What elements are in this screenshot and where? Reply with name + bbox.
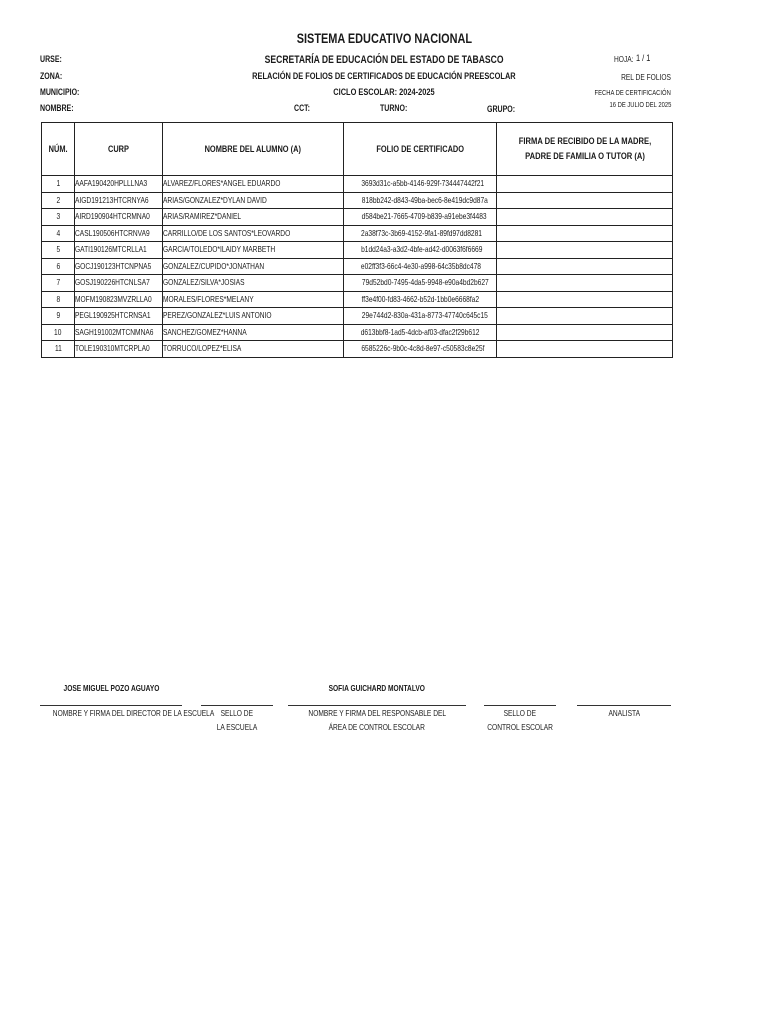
cell-folio: 818bb242-d843-49ba-bec6-8e419dc9d87a [344,192,497,209]
cell-num: 6 [42,258,75,275]
sello-control-caption: SELLO DE CONTROL ESCOLAR [487,708,553,732]
cell-nombre: CARRILLO/DE LOS SANTOS*LEOVARDO [163,225,344,242]
header-num: NÚM. [42,123,75,176]
table-row [42,209,673,226]
cell-firma [497,192,673,209]
cell-firma [497,225,673,242]
header-firma: FIRMA DE RECIBIDO DE LA MADRE, PADRE DE FAMILIA O TUTOR (A) [497,123,673,176]
cell-folio: 3693d31c-a5bb-4146-929f-734447442f21 [344,176,497,193]
zona-label: ZONA: [40,71,63,81]
cell-firma [497,341,673,358]
cell-nombre: GONZALEZ/SILVA*JOSIAS [163,275,344,292]
cell-curp: AAFA190420HPLLLNA3 [75,176,163,193]
cell-num: 2 [42,192,75,209]
cell-num: 3 [42,209,75,226]
urse-label: URSE: [40,54,62,64]
cell-num: 5 [42,242,75,259]
cell-curp: AIGD191213HTCRNYA6 [75,192,163,209]
municipio-label: MUNICIPIO: [40,87,80,97]
cell-nombre: PEREZ/GONZALEZ*LUIS ANTONIO [163,308,344,325]
cell-folio: 6585226c-9b0c-4c8d-8e97-c50583c8e25f [344,341,497,358]
cell-folio: 79d52bd0-7495-4da5-9948-e90a4bd2b627 [344,275,497,292]
cell-firma [497,275,673,292]
table-row [42,291,673,308]
table-row [42,275,673,292]
cell-nombre: SANCHEZ/GOMEZ*HANNA [163,324,344,341]
table-row [42,192,673,209]
director-caption: NOMBRE Y FIRMA DEL DIRECTOR DE LA ESCUELA [52,708,215,718]
folios-table [41,122,673,358]
responsable-caption: NOMBRE Y FIRMA DEL RESPONSABLE DEL ÁREA DE CONTROL ESCOLAR [308,708,446,732]
cell-num: 4 [42,225,75,242]
fecha-certificacion-value: 16 DE JULIO DEL 2025 [609,100,671,109]
cell-firma [497,308,673,325]
cell-nombre: ARIAS/RAMIREZ*DANIEL [163,209,344,226]
cell-nombre: GONZALEZ/CUPIDO*JONATHAN [163,258,344,275]
cell-firma [497,176,673,193]
secretaria-heading: SECRETARÍA DE EDUCACIÓN DEL ESTADO DE TABASCO [264,54,504,66]
cell-firma [497,209,673,226]
cell-curp: CASL190506HTCRNVA9 [75,225,163,242]
cell-num: 10 [42,324,75,341]
cell-nombre: MORALES/FLORES*MELANY [163,291,344,308]
responsable-name: SOFIA GUICHARD MONTALVO [328,683,426,693]
turno-label: TURNO: [380,103,408,113]
cell-curp: GATI190126MTCRLLA1 [75,242,163,259]
director-name: JOSE MIGUEL POZO AGUAYO [63,683,159,693]
nombre-label: NOMBRE: [40,103,74,113]
cell-nombre: ARIAS/GONZALEZ*DYLAN DAVID [163,192,344,209]
cell-nombre: TORRUCO/LOPEZ*ELISA [163,341,344,358]
fecha-certificacion-label: FECHA DE CERTIFICACIÓN [594,88,671,97]
cell-num: 11 [42,341,75,358]
cell-firma [497,324,673,341]
cell-curp: MOFM190823MVZRLLA0 [75,291,163,308]
cell-curp: AIRD190904HTCRMNA0 [75,209,163,226]
table-row [42,225,673,242]
table-row [42,242,673,259]
cell-curp: PEGL190925HTCRNSA1 [75,308,163,325]
cell-curp: GOCJ190123HTCNPNA5 [75,258,163,275]
cell-num: 1 [42,176,75,193]
table-row [42,176,673,193]
analista-caption: ANALISTA [608,708,640,718]
relacion-heading: RELACIÓN DE FOLIOS DE CERTIFICADOS DE EDUCACIÓN PREESCOLAR [252,71,516,82]
cell-num: 8 [42,291,75,308]
cell-folio: 29e744d2-830a-431a-8773-47740c645c15 [344,308,497,325]
cell-curp: SAGH191002MTCNMNA6 [75,324,163,341]
sello-escuela-caption: SELLO DE LA ESCUELA [216,708,258,732]
ciclo-escolar-heading: CICLO ESCOLAR: 2024-2025 [333,87,435,98]
rel-folios-label: REL DE FOLIOS [621,72,671,82]
document-title: SISTEMA EDUCATIVO NACIONAL [296,30,472,46]
cell-nombre: GARCIA/TOLEDO*ILAIDY MARBETH [163,242,344,259]
hoja-label: HOJA: [614,54,634,64]
cell-num: 9 [42,308,75,325]
cell-folio: d613bbf8-1ad5-4dcb-af03-dfac2f29b612 [344,324,497,341]
table-row [42,324,673,341]
hoja-value: 1 / 1 [636,53,651,64]
cell-firma [497,242,673,259]
header-folio: FOLIO DE CERTIFICADO [344,123,497,176]
header-curp: CURP [75,123,163,176]
cell-firma [497,258,673,275]
cell-folio: b1dd24a3-a3d2-4bfe-ad42-d0063f6f6669 [344,242,497,259]
cell-folio: ff3e4f00-fd83-4662-b52d-1bb0e6668fa2 [344,291,497,308]
table-row [42,308,673,325]
cell-curp: GOSJ190226HTCNLSA7 [75,275,163,292]
cell-num: 7 [42,275,75,292]
table-row [42,258,673,275]
cell-firma [497,291,673,308]
cell-nombre: ALVAREZ/FLORES*ANGEL EDUARDO [163,176,344,193]
cell-folio: d584be21-7665-4709-b839-a91ebe3f4483 [344,209,497,226]
table-row [42,341,673,358]
table-header-row [42,123,673,176]
cct-label: CCT: [294,103,310,113]
cell-folio: e02ff3f3-66c4-4e30-a998-64c35b8dc478 [344,258,497,275]
grupo-label: GRUPO: [487,104,516,114]
header-nombre: NOMBRE DEL ALUMNO (A) [163,123,344,176]
cell-folio: 2a38f73c-3b69-4152-9fa1-89fd97dd8281 [344,225,497,242]
cell-curp: TOLE190310MTCRPLA0 [75,341,163,358]
